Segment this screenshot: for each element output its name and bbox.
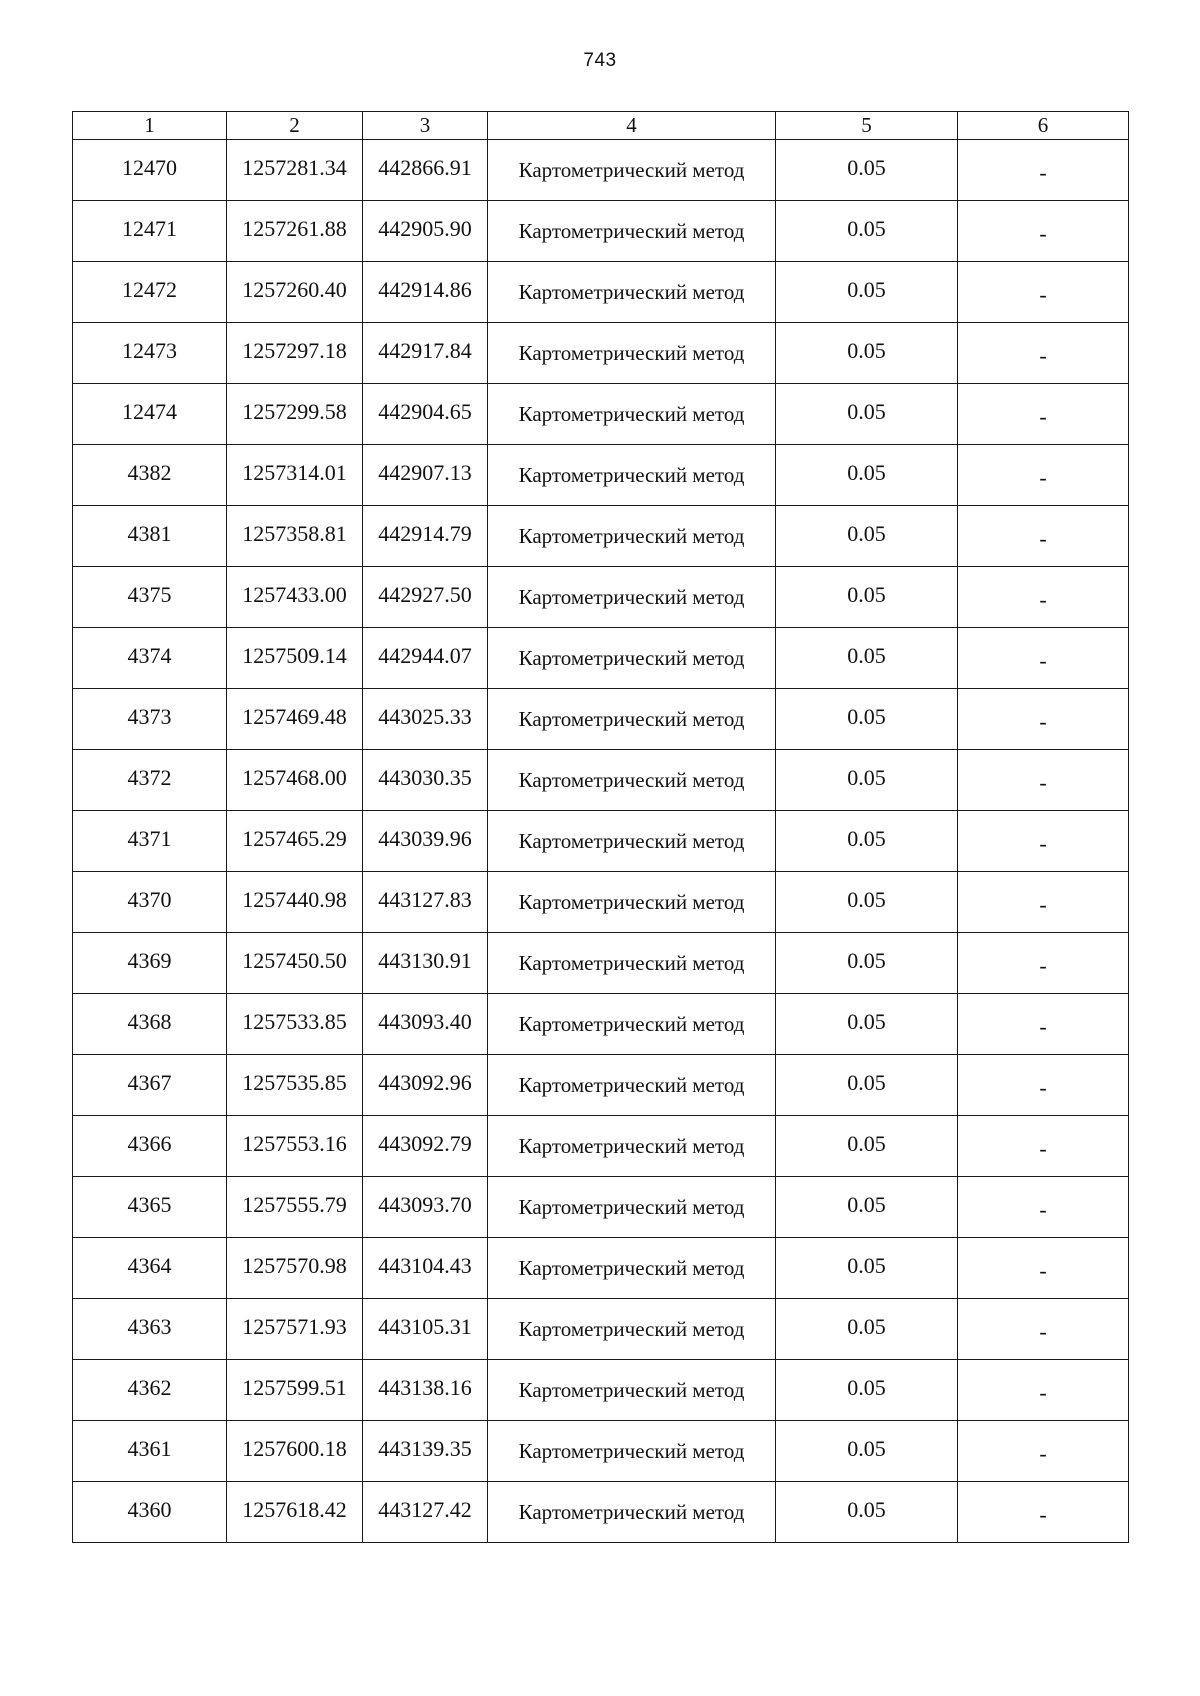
- table-row: [73, 1482, 1129, 1543]
- y-coordinate-cell: 442904.65: [363, 384, 488, 445]
- method-cell: Картометрический метод: [488, 323, 776, 384]
- table-row: [73, 628, 1129, 689]
- table-row: [73, 750, 1129, 811]
- column-header-4: 4: [488, 112, 776, 140]
- table-row: [73, 384, 1129, 445]
- table-row: [73, 262, 1129, 323]
- x-coordinate-cell: 1257553.16: [227, 1116, 363, 1177]
- note-cell: -: [958, 994, 1129, 1055]
- accuracy-cell: 0.05: [776, 872, 958, 933]
- page-number: 743: [583, 50, 617, 71]
- y-coordinate-cell: 442914.79: [363, 506, 488, 567]
- note-cell: -: [958, 872, 1129, 933]
- x-coordinate-cell: 1257469.48: [227, 689, 363, 750]
- y-coordinate-cell: 443105.31: [363, 1299, 488, 1360]
- accuracy-cell: 0.05: [776, 140, 958, 201]
- x-coordinate-cell: 1257281.34: [227, 140, 363, 201]
- x-coordinate-cell: 1257570.98: [227, 1238, 363, 1299]
- x-coordinate-cell: 1257358.81: [227, 506, 363, 567]
- x-coordinate-cell: 1257535.85: [227, 1055, 363, 1116]
- column-header-5: 5: [776, 112, 958, 140]
- table-header: [73, 112, 1129, 140]
- point-number-cell: 4372: [73, 750, 227, 811]
- y-coordinate-cell: 443139.35: [363, 1421, 488, 1482]
- note-cell: -: [958, 689, 1129, 750]
- y-coordinate-cell: 443093.70: [363, 1177, 488, 1238]
- table-row: [73, 1299, 1129, 1360]
- method-cell: Картометрический метод: [488, 628, 776, 689]
- point-number-cell: 12470: [73, 140, 227, 201]
- method-cell: Картометрический метод: [488, 1116, 776, 1177]
- note-cell: -: [958, 201, 1129, 262]
- method-cell: Картометрический метод: [488, 262, 776, 323]
- x-coordinate-cell: 1257468.00: [227, 750, 363, 811]
- table-row: [73, 1116, 1129, 1177]
- x-coordinate-cell: 1257450.50: [227, 933, 363, 994]
- x-coordinate-cell: 1257555.79: [227, 1177, 363, 1238]
- y-coordinate-cell: 443092.79: [363, 1116, 488, 1177]
- x-coordinate-cell: 1257299.58: [227, 384, 363, 445]
- y-coordinate-cell: 442866.91: [363, 140, 488, 201]
- coordinates-table: [72, 111, 1129, 1543]
- method-cell: Картометрический метод: [488, 1421, 776, 1482]
- accuracy-cell: 0.05: [776, 933, 958, 994]
- point-number-cell: 4366: [73, 1116, 227, 1177]
- accuracy-cell: 0.05: [776, 1482, 958, 1543]
- note-cell: -: [958, 1055, 1129, 1116]
- table-row: [73, 1421, 1129, 1482]
- accuracy-cell: 0.05: [776, 323, 958, 384]
- accuracy-cell: 0.05: [776, 1421, 958, 1482]
- method-cell: Картометрический метод: [488, 506, 776, 567]
- x-coordinate-cell: 1257509.14: [227, 628, 363, 689]
- method-cell: Картометрический метод: [488, 1055, 776, 1116]
- point-number-cell: 4382: [73, 445, 227, 506]
- note-cell: -: [958, 628, 1129, 689]
- accuracy-cell: 0.05: [776, 750, 958, 811]
- point-number-cell: 4367: [73, 1055, 227, 1116]
- point-number-cell: 4360: [73, 1482, 227, 1543]
- accuracy-cell: 0.05: [776, 201, 958, 262]
- y-coordinate-cell: 443030.35: [363, 750, 488, 811]
- note-cell: -: [958, 506, 1129, 567]
- x-coordinate-cell: 1257465.29: [227, 811, 363, 872]
- point-number-cell: 4371: [73, 811, 227, 872]
- table-row: [73, 323, 1129, 384]
- note-cell: -: [958, 262, 1129, 323]
- column-header-1: 1: [73, 112, 227, 140]
- y-coordinate-cell: 442927.50: [363, 567, 488, 628]
- note-cell: -: [958, 1421, 1129, 1482]
- accuracy-cell: 0.05: [776, 628, 958, 689]
- table-row: [73, 872, 1129, 933]
- method-cell: Картометрический метод: [488, 1360, 776, 1421]
- point-number-cell: 4365: [73, 1177, 227, 1238]
- y-coordinate-cell: 442905.90: [363, 201, 488, 262]
- accuracy-cell: 0.05: [776, 689, 958, 750]
- note-cell: -: [958, 750, 1129, 811]
- method-cell: Картометрический метод: [488, 567, 776, 628]
- accuracy-cell: 0.05: [776, 811, 958, 872]
- x-coordinate-cell: 1257599.51: [227, 1360, 363, 1421]
- table-row: [73, 994, 1129, 1055]
- method-cell: Картометрический метод: [488, 750, 776, 811]
- point-number-cell: 12473: [73, 323, 227, 384]
- method-cell: Картометрический метод: [488, 201, 776, 262]
- accuracy-cell: 0.05: [776, 1360, 958, 1421]
- x-coordinate-cell: 1257314.01: [227, 445, 363, 506]
- table-row: [73, 689, 1129, 750]
- note-cell: -: [958, 933, 1129, 994]
- point-number-cell: 4381: [73, 506, 227, 567]
- y-coordinate-cell: 443104.43: [363, 1238, 488, 1299]
- point-number-cell: 12474: [73, 384, 227, 445]
- y-coordinate-cell: 443138.16: [363, 1360, 488, 1421]
- x-coordinate-cell: 1257600.18: [227, 1421, 363, 1482]
- x-coordinate-cell: 1257297.18: [227, 323, 363, 384]
- note-cell: -: [958, 1482, 1129, 1543]
- accuracy-cell: 0.05: [776, 1177, 958, 1238]
- method-cell: Картометрический метод: [488, 1177, 776, 1238]
- method-cell: Картометрический метод: [488, 872, 776, 933]
- y-coordinate-cell: 443127.83: [363, 872, 488, 933]
- x-coordinate-cell: 1257433.00: [227, 567, 363, 628]
- accuracy-cell: 0.05: [776, 994, 958, 1055]
- table-row: [73, 1177, 1129, 1238]
- accuracy-cell: 0.05: [776, 567, 958, 628]
- y-coordinate-cell: 442917.84: [363, 323, 488, 384]
- note-cell: -: [958, 140, 1129, 201]
- table-row: [73, 140, 1129, 201]
- accuracy-cell: 0.05: [776, 384, 958, 445]
- column-header-2: 2: [227, 112, 363, 140]
- column-header-6: 6: [958, 112, 1129, 140]
- point-number-cell: 4374: [73, 628, 227, 689]
- method-cell: Картометрический метод: [488, 811, 776, 872]
- note-cell: -: [958, 384, 1129, 445]
- accuracy-cell: 0.05: [776, 1238, 958, 1299]
- accuracy-cell: 0.05: [776, 1116, 958, 1177]
- x-coordinate-cell: 1257260.40: [227, 262, 363, 323]
- point-number-cell: 4369: [73, 933, 227, 994]
- point-number-cell: 4375: [73, 567, 227, 628]
- note-cell: -: [958, 1360, 1129, 1421]
- y-coordinate-cell: 443092.96: [363, 1055, 488, 1116]
- note-cell: -: [958, 1116, 1129, 1177]
- accuracy-cell: 0.05: [776, 262, 958, 323]
- table-row: [73, 1238, 1129, 1299]
- method-cell: Картометрический метод: [488, 1482, 776, 1543]
- accuracy-cell: 0.05: [776, 1299, 958, 1360]
- table-row: [73, 1360, 1129, 1421]
- point-number-cell: 12472: [73, 262, 227, 323]
- x-coordinate-cell: 1257571.93: [227, 1299, 363, 1360]
- note-cell: -: [958, 567, 1129, 628]
- y-coordinate-cell: 443130.91: [363, 933, 488, 994]
- point-number-cell: 4362: [73, 1360, 227, 1421]
- point-number-cell: 4364: [73, 1238, 227, 1299]
- note-cell: -: [958, 1238, 1129, 1299]
- point-number-cell: 4361: [73, 1421, 227, 1482]
- point-number-cell: 4370: [73, 872, 227, 933]
- header-row: [73, 112, 1129, 140]
- accuracy-cell: 0.05: [776, 506, 958, 567]
- y-coordinate-cell: 442907.13: [363, 445, 488, 506]
- y-coordinate-cell: 443127.42: [363, 1482, 488, 1543]
- point-number-cell: 4373: [73, 689, 227, 750]
- point-number-cell: 4363: [73, 1299, 227, 1360]
- y-coordinate-cell: 442914.86: [363, 262, 488, 323]
- method-cell: Картометрический метод: [488, 140, 776, 201]
- x-coordinate-cell: 1257618.42: [227, 1482, 363, 1543]
- y-coordinate-cell: 443093.40: [363, 994, 488, 1055]
- table-row: [73, 1055, 1129, 1116]
- y-coordinate-cell: 443025.33: [363, 689, 488, 750]
- method-cell: Картометрический метод: [488, 1299, 776, 1360]
- note-cell: -: [958, 1177, 1129, 1238]
- method-cell: Картометрический метод: [488, 445, 776, 506]
- table-row: [73, 567, 1129, 628]
- note-cell: -: [958, 1299, 1129, 1360]
- table-row: [73, 201, 1129, 262]
- method-cell: Картометрический метод: [488, 933, 776, 994]
- note-cell: -: [958, 811, 1129, 872]
- x-coordinate-cell: 1257440.98: [227, 872, 363, 933]
- table-row: [73, 506, 1129, 567]
- point-number-cell: 4368: [73, 994, 227, 1055]
- note-cell: -: [958, 323, 1129, 384]
- method-cell: Картометрический метод: [488, 384, 776, 445]
- y-coordinate-cell: 442944.07: [363, 628, 488, 689]
- point-number-cell: 12471: [73, 201, 227, 262]
- method-cell: Картометрический метод: [488, 994, 776, 1055]
- x-coordinate-cell: 1257261.88: [227, 201, 363, 262]
- note-cell: -: [958, 445, 1129, 506]
- y-coordinate-cell: 443039.96: [363, 811, 488, 872]
- column-header-3: 3: [363, 112, 488, 140]
- table-body: [73, 140, 1129, 1543]
- table-row: [73, 445, 1129, 506]
- table-row: [73, 811, 1129, 872]
- table-row: [73, 933, 1129, 994]
- method-cell: Картометрический метод: [488, 1238, 776, 1299]
- x-coordinate-cell: 1257533.85: [227, 994, 363, 1055]
- accuracy-cell: 0.05: [776, 1055, 958, 1116]
- accuracy-cell: 0.05: [776, 445, 958, 506]
- method-cell: Картометрический метод: [488, 689, 776, 750]
